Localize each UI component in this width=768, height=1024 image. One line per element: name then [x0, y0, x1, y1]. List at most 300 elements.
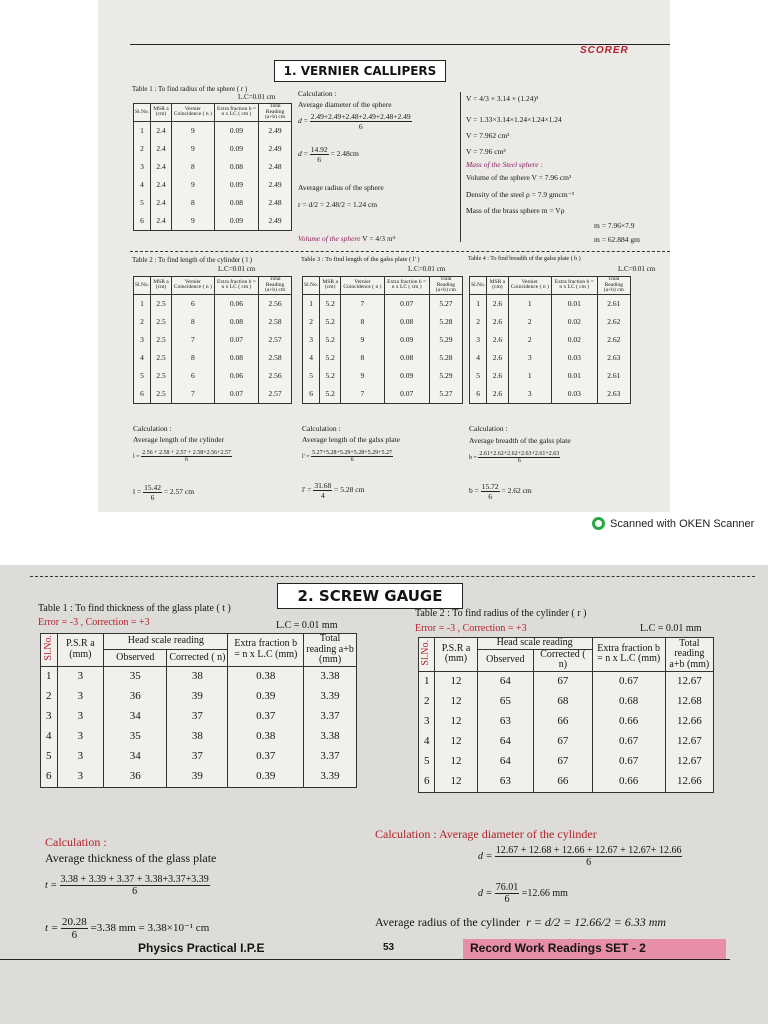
table-cell: 5 — [470, 367, 487, 385]
table-cell: 0.08 — [214, 313, 259, 331]
table-cell: 6 — [134, 212, 151, 231]
footer-right: Record Work Readings SET - 2 — [470, 941, 646, 955]
table-cell: 9 — [341, 367, 384, 385]
table-cell: 2.6 — [487, 385, 508, 404]
table-cell: 6 — [419, 772, 435, 793]
table-cell: 1 — [470, 294, 487, 313]
table-cell: 3 — [57, 666, 104, 687]
table-row — [470, 385, 631, 404]
screw-table1-error: Error = -3 , Correction = +3 — [38, 617, 150, 628]
table-cell: 2.48 — [259, 158, 292, 176]
table-cell: 5.29 — [429, 367, 462, 385]
table-cell: 0.09 — [214, 212, 259, 231]
table-cell: 2.5 — [151, 385, 172, 404]
screw-t2-radius: Average radius of the cylinder r = d/2 = 12.66/2 = 6.33 mm — [375, 915, 667, 929]
table-cell: 8 — [171, 349, 214, 367]
table-row — [134, 385, 292, 404]
table-cell: 2.6 — [487, 349, 508, 367]
table-cell: 38 — [167, 666, 228, 687]
table-cell: 3 — [41, 707, 58, 727]
screw-t1-result: t = $\frac{20.28}{6}$ =3.38 mm = 3.38×10⁻¹ cm — [45, 916, 210, 941]
vernier-page — [98, 0, 670, 512]
table-cell: 5 — [134, 367, 151, 385]
table-cell: 36 — [104, 767, 167, 788]
table-cell: 4 — [41, 727, 58, 747]
radius-expr: r = d/2 = 2.48/2 = 1.24 cm — [298, 200, 378, 209]
table-cell: 6 — [470, 385, 487, 404]
table-cell: 2.56 — [259, 367, 292, 385]
screw-t1-sum: t = $\frac{3.38 + 3.39 + 3.37 + 3.38+3.37+3.39}{6}$ — [45, 874, 209, 897]
table-row — [470, 367, 631, 385]
table-cell: 2.6 — [487, 367, 508, 385]
table-row — [41, 687, 357, 707]
table-cell: 5.28 — [429, 313, 462, 331]
col-vernier: Vernier Coincidence ( n ) — [171, 104, 214, 122]
table-cell: 12.67 — [665, 752, 713, 772]
vernier-table3: Sl.No. MSR a (cm) Vernier Coincidence ( n ) Extra fraction b = n x LC ( cm ) Total Reading (a+b) cm 1 5.2 7 0.07 5.27 2 5.2 8 0.08 5.28 3 5.2 9 0.09 5.29 4 5.2 8 0.08 5.28 5 5.2 9 0.09 5.29 6 5.2 7 0.07 5.27 — [302, 276, 463, 404]
vernier-table2: Sl.No. MSR a (cm) Vernier Coincidence ( n ) Extra fraction b = n x LC ( cm ) Total Reading (a+b) cm 1 2.5 6 0.06 2.56 2 2.5 8 0.08 2.58 3 2.5 7 0.07 2.57 4 2.5 8 0.08 2.58 5 2.5 6 0.06 2.56 6 2.5 7 0.07 2.57 — [133, 276, 292, 404]
col-msr: MSR a (cm) — [151, 104, 172, 122]
table-cell: 12.66 — [665, 712, 713, 732]
table-cell: 1 — [419, 671, 435, 692]
table-cell: 3.38 — [304, 727, 357, 747]
table-cell: 0.39 — [228, 687, 304, 707]
table-cell: 2.4 — [151, 140, 172, 158]
table-cell: 38 — [167, 727, 228, 747]
table-cell: 4 — [134, 349, 151, 367]
col-total: Total Reading (a+b) cm — [259, 104, 292, 122]
table-cell: 0.08 — [384, 349, 429, 367]
table-cell: 2.6 — [487, 313, 508, 331]
table-row — [134, 331, 292, 349]
table-cell: 67 — [534, 752, 593, 772]
table-cell: 2.57 — [259, 385, 292, 404]
table-cell: 9 — [341, 331, 384, 349]
mass-line-1: Volume of the sphere V = 7.96 cm³ — [466, 173, 572, 182]
table-cell: 0.03 — [552, 349, 598, 367]
t3-result: l' = $\frac{31.68}{4}$ = 5.28 cm — [302, 481, 365, 500]
table-cell: 0.67 — [592, 732, 665, 752]
table-cell: 0.08 — [384, 313, 429, 331]
table-cell: 0.66 — [592, 712, 665, 732]
table-cell: 2.4 — [151, 158, 172, 176]
section-title-vernier: 1. VERNIER CALLIPERS — [274, 60, 446, 82]
table-cell: 3.39 — [304, 687, 357, 707]
screw-table2: Sl.No. P.S.R a (mm) Head scale reading Extra fraction b = n x L.C (mm) Total reading a+b (mm) Observed Corrected ( n) 1 12 64 67 0.67 12.67 2 12 65 68 0.68 12.68 3 12 63 66 0.66 12.66 4 12 64 67 0.67 12.67 5 12 64 67 0.67 12.67 6 12 63 66 0.66 12.66 — [418, 637, 714, 793]
page-number: 53 — [383, 942, 395, 953]
table-cell: 0.01 — [552, 294, 598, 313]
table-cell: 2.62 — [597, 331, 630, 349]
table-cell: 2.49 — [259, 212, 292, 231]
table-row — [134, 176, 292, 194]
screw-t1-calc-label: Calculation : — [45, 835, 107, 849]
table-cell: 5.28 — [429, 349, 462, 367]
table-cell: 8 — [171, 158, 214, 176]
table-row — [134, 194, 292, 212]
screw-table2-lc: L.C = 0.01 mm — [640, 623, 702, 634]
screw-table1-caption: Table 1 : To find thickness of the glass plate ( t ) — [38, 603, 231, 614]
vernier-table4-caption: Table 4 : To find breadth of the galss plate ( b ) — [468, 256, 581, 262]
table-row — [303, 313, 463, 331]
table-row — [470, 294, 631, 313]
table-row — [134, 158, 292, 176]
table-cell: 2.58 — [259, 313, 292, 331]
table-cell: 2.49 — [259, 176, 292, 194]
table-cell: 34 — [104, 707, 167, 727]
table-row — [419, 692, 714, 712]
table-cell: 6 — [41, 767, 58, 788]
table-cell: 2.63 — [597, 349, 630, 367]
table-row — [470, 349, 631, 367]
table-cell: 3.39 — [304, 767, 357, 788]
table-cell: 0.09 — [214, 176, 259, 194]
table-cell: 64 — [477, 732, 534, 752]
t4-calc-label: Calculation : — [469, 424, 508, 433]
table-cell: 3 — [508, 385, 552, 404]
table-cell: 2 — [508, 331, 552, 349]
table-cell: 2 — [303, 313, 320, 331]
table-cell: 37 — [167, 747, 228, 767]
table-cell: 3 — [508, 349, 552, 367]
table-row — [41, 666, 357, 687]
table-cell: 3 — [134, 158, 151, 176]
section-title-screw: 2. SCREW GAUGE — [277, 583, 463, 609]
volume-line-2: V = 1.33×3.14×1.24×1.24×1.24 — [466, 115, 562, 124]
table-cell: 8 — [341, 313, 384, 331]
table-row — [134, 313, 292, 331]
table-cell: 8 — [171, 313, 214, 331]
table-cell: 2.61 — [597, 294, 630, 313]
table-cell: 2.5 — [151, 294, 172, 313]
table-cell: 12 — [435, 732, 477, 752]
table-cell: 37 — [167, 707, 228, 727]
table-cell: 0.68 — [592, 692, 665, 712]
table-cell: 3 — [134, 331, 151, 349]
t3-avg-label: Average length of the galss plate — [302, 435, 400, 444]
screw-table1: Sl.No. P.S.R a (mm) Head scale reading Extra fraction b = n x L.C (mm) Total reading a+b (mm) Observed Corrected ( n) 1 3 35 38 0.38 3.38 2 3 36 39 0.39 3.39 3 3 34 37 0.37 3.37 4 3 35 38 0.38 3.38 5 3 34 37 0.37 3.37 6 3 36 39 0.39 3.39 — [40, 633, 357, 788]
table-cell: 4 — [303, 349, 320, 367]
table-cell: 1 — [134, 294, 151, 313]
screw-table1-lc: L.C = 0.01 mm — [276, 620, 338, 631]
top-divider — [30, 576, 755, 577]
t2-calc-label: Calculation : — [133, 424, 172, 433]
table-cell: 66 — [534, 712, 593, 732]
table-cell: 6 — [171, 367, 214, 385]
table-cell: 2 — [508, 313, 552, 331]
mass-line-2: Density of the steel ρ = 7.9 gmcm⁻³ — [466, 190, 574, 199]
table-row — [419, 772, 714, 793]
table-cell: 2.4 — [151, 121, 172, 140]
volume-line-4: V = 7.96 cm³ — [466, 147, 506, 156]
table-cell: 7 — [171, 331, 214, 349]
table-cell: 12.66 — [665, 772, 713, 793]
screw-table2-error: Error = -3 , Correction = +3 — [415, 623, 527, 634]
table-cell: 3 — [57, 687, 104, 707]
t4-avg-label: Average breadth of the galss plate — [469, 436, 571, 445]
table-cell: 5 — [303, 367, 320, 385]
table-cell: 0.09 — [384, 367, 429, 385]
avg-diameter-label: Average diameter of the sphere — [298, 100, 392, 109]
table-cell: 6 — [303, 385, 320, 404]
table-cell: 1 — [508, 294, 552, 313]
table-cell: 35 — [104, 666, 167, 687]
table-row — [303, 349, 463, 367]
t2-sum: l = $\frac{2.56 + 2.58 + 2.57 + 2.58+2.56+2.57}{6}$ — [133, 450, 231, 463]
column-divider — [460, 92, 461, 242]
table-cell: 2 — [134, 140, 151, 158]
table-row — [134, 121, 292, 140]
table-cell: 39 — [167, 687, 228, 707]
volume-line-1: V = 4/3 × 3.14 × (1.24)³ — [466, 94, 539, 103]
table-cell: 0.07 — [214, 385, 259, 404]
footer-rule — [0, 959, 730, 960]
table-cell: 9 — [171, 212, 214, 231]
table-cell: 2 — [41, 687, 58, 707]
table-cell: 68 — [534, 692, 593, 712]
table-cell: 0.67 — [592, 752, 665, 772]
table-cell: 5.2 — [320, 385, 341, 404]
t3-calc-label: Calculation : — [302, 424, 341, 433]
table-row — [303, 367, 463, 385]
table-cell: 2.49 — [259, 121, 292, 140]
table-cell: 5 — [134, 194, 151, 212]
table-cell: 64 — [477, 752, 534, 772]
mass-line-3: Mass of the brass sphere m = Vρ — [466, 206, 565, 215]
screw-t2-sum: d = $\frac{12.67 + 12.68 + 12.66 + 12.67 + 12.67+ 12.66}{6}$ — [478, 845, 682, 868]
table-cell: 67 — [534, 732, 593, 752]
vernier-table1-lc: L.C=0.01 cm — [238, 93, 276, 101]
mass-line-5: m = 62.884 gm — [594, 235, 640, 244]
vernier-table3-caption: Table 3 : To find length of the galss plate ( l' ) — [301, 256, 420, 263]
table-cell: 35 — [104, 727, 167, 747]
table-row — [134, 212, 292, 231]
diameter-result: d = $\frac{14.92}{6}$ = 2.48cm — [298, 145, 359, 164]
table-cell: 0.08 — [214, 194, 259, 212]
table-row — [419, 712, 714, 732]
table-cell: 7 — [171, 385, 214, 404]
vernier-table2-lc: L.C=0.01 cm — [218, 265, 256, 273]
table-row — [303, 385, 463, 404]
table-cell: 0.09 — [214, 121, 259, 140]
table-cell: 12.67 — [665, 732, 713, 752]
table-row — [470, 313, 631, 331]
table-cell: 5 — [41, 747, 58, 767]
table-cell: 12 — [435, 671, 477, 692]
table-cell: 1 — [508, 367, 552, 385]
table-cell: 2.56 — [259, 294, 292, 313]
table-cell: 8 — [171, 194, 214, 212]
table-row — [303, 331, 463, 349]
t4-sum: b = $\frac{2.61+2.62+2.62+2.63+2.61+2.63}{6}$ — [469, 451, 560, 464]
volume-label: Volume of the sphere V = 4/3 πr³ — [298, 234, 396, 243]
table-cell: 2.6 — [487, 331, 508, 349]
table-cell: 1 — [41, 666, 58, 687]
table-cell: 2.62 — [597, 313, 630, 331]
table-row — [419, 732, 714, 752]
table-cell: 5.29 — [429, 331, 462, 349]
table-cell: 9 — [171, 140, 214, 158]
screw-t2-calc-label: Calculation : Average diameter of the cylinder — [375, 827, 597, 841]
table-cell: 2.49 — [259, 140, 292, 158]
table-cell: 39 — [167, 767, 228, 788]
table-cell: 3.38 — [304, 666, 357, 687]
table-cell: 9 — [171, 121, 214, 140]
table-cell: 2.58 — [259, 349, 292, 367]
table-cell: 0.67 — [592, 671, 665, 692]
avg-radius-label: Average radius of the sphere — [298, 183, 384, 192]
table-cell: 2.48 — [259, 194, 292, 212]
table-cell: 12 — [435, 772, 477, 793]
table-cell: 6 — [134, 385, 151, 404]
t3-sum: l' = $\frac{5.27+5.28+5.29+5.28+5.29+5.27}{6}$ — [302, 450, 393, 463]
table-row — [41, 727, 357, 747]
table-row — [41, 767, 357, 788]
t2-avg-label: Average length of the cylinder — [133, 435, 225, 444]
table-cell: 1 — [303, 294, 320, 313]
table-cell: 7 — [341, 385, 384, 404]
vernier-table1-caption: Table 1 : To find radius of the sphere ( r ) — [132, 85, 248, 93]
table-cell: 12 — [435, 712, 477, 732]
scanner-logo-icon — [592, 517, 605, 530]
table-cell: 3.37 — [304, 707, 357, 727]
table-cell: 0.06 — [214, 367, 259, 385]
table-cell: 6 — [171, 294, 214, 313]
vernier-table3-lc: L.C=0.01 cm — [408, 265, 446, 273]
table-row — [134, 349, 292, 367]
table-cell: 0.09 — [214, 140, 259, 158]
vernier-table4: Sl.No. MSR a (cm) Vernier Coincidence ( n ) Extra fraction b = n x LC ( cm ) Total Reading (a+b) cm 1 2.6 1 0.01 2.61 2 2.6 2 0.02 2.62 3 2.6 2 0.02 2.62 4 2.6 3 0.03 2.63 5 2.6 1 0.01 2.61 6 2.6 3 0.03 2.63 — [469, 276, 631, 404]
table-row — [134, 140, 292, 158]
table-cell: 65 — [477, 692, 534, 712]
table-cell: 3 — [470, 331, 487, 349]
table-cell: 2.61 — [597, 367, 630, 385]
table-cell: 2.5 — [151, 313, 172, 331]
table-cell: 0.66 — [592, 772, 665, 793]
col-extra: Extra fraction b = n x LC ( cm ) — [214, 104, 259, 122]
table-cell: 7 — [341, 294, 384, 313]
table-cell: 12.68 — [665, 692, 713, 712]
table-cell: 2.63 — [597, 385, 630, 404]
table-cell: 2.4 — [151, 176, 172, 194]
table-cell: 2.5 — [151, 349, 172, 367]
t2-result: l = $\frac{15.42}{6}$ = 2.57 cm — [133, 483, 195, 502]
table-cell: 0.37 — [228, 747, 304, 767]
table-cell: 0.38 — [228, 666, 304, 687]
vernier-table2-caption: Table 2 : To find length of the cylinder ( l ) — [132, 256, 252, 264]
table-cell: 63 — [477, 772, 534, 793]
diameter-formula: d = $\frac{2.49+2.49+2.48+2.49+2.48+2.49}{6}$ — [298, 112, 411, 131]
table-cell: 0.01 — [552, 367, 598, 385]
table-cell: 5.2 — [320, 294, 341, 313]
table-row — [41, 707, 357, 727]
table-cell: 4 — [419, 732, 435, 752]
calc-label: Calculation : — [298, 89, 337, 98]
table-cell: 5.27 — [429, 294, 462, 313]
table-cell: 2.57 — [259, 331, 292, 349]
table-cell: 2 — [134, 313, 151, 331]
table-cell: 2 — [419, 692, 435, 712]
table-cell: 2 — [470, 313, 487, 331]
table-cell: 2.5 — [151, 331, 172, 349]
screw-gauge-page — [0, 565, 768, 1024]
table-cell: 2.6 — [487, 294, 508, 313]
table-cell: 8 — [341, 349, 384, 367]
table-cell: 3 — [419, 712, 435, 732]
table-cell: 5.2 — [320, 367, 341, 385]
table-cell: 2.4 — [151, 212, 172, 231]
table-cell: 0.07 — [384, 294, 429, 313]
table-cell: 0.02 — [552, 313, 598, 331]
t4-result: b = $\frac{15.72}{6}$ = 2.62 cm — [469, 482, 532, 501]
volume-line-3: V = 7.962 cm³ — [466, 131, 510, 140]
table-row — [134, 367, 292, 385]
mass-label: Mass of the Steel sphere : — [466, 160, 543, 169]
mass-line-4: m = 7.96×7.9 — [594, 221, 635, 230]
table-row — [303, 294, 463, 313]
table-cell: 4 — [470, 349, 487, 367]
table-cell: 5 — [419, 752, 435, 772]
table-cell: 5.2 — [320, 313, 341, 331]
table-cell: 0.09 — [384, 331, 429, 349]
section-divider — [130, 251, 670, 252]
table-cell: 36 — [104, 687, 167, 707]
table-cell: 0.39 — [228, 767, 304, 788]
table-cell: 0.02 — [552, 331, 598, 349]
table-cell: 12 — [435, 752, 477, 772]
table-cell: 64 — [477, 671, 534, 692]
table-cell: 9 — [171, 176, 214, 194]
table-cell: 0.07 — [214, 331, 259, 349]
table-row — [134, 294, 292, 313]
table-cell: 12.67 — [665, 671, 713, 692]
table-cell: 2.4 — [151, 194, 172, 212]
table-cell: 3 — [57, 707, 104, 727]
table-cell: 1 — [134, 121, 151, 140]
footer-left: Physics Practical I.P.E — [138, 941, 265, 955]
table-cell: 34 — [104, 747, 167, 767]
table-cell: 0.08 — [214, 349, 259, 367]
table-cell: 66 — [534, 772, 593, 793]
table-cell: 63 — [477, 712, 534, 732]
table-row — [419, 671, 714, 692]
screw-t1-avg-label: Average thickness of the glass plate — [45, 851, 217, 865]
table-cell: 3 — [57, 727, 104, 747]
table-cell: 0.08 — [214, 158, 259, 176]
table-cell: 12 — [435, 692, 477, 712]
table-cell: 0.03 — [552, 385, 598, 404]
brand-logo: SCORER — [580, 45, 629, 56]
table-cell: 3 — [303, 331, 320, 349]
table-cell: 5.2 — [320, 331, 341, 349]
table-cell: 0.06 — [214, 294, 259, 313]
table-cell: 5.27 — [429, 385, 462, 404]
table-cell: 0.07 — [384, 385, 429, 404]
table-cell: 0.38 — [228, 727, 304, 747]
table-row — [419, 752, 714, 772]
vernier-table1 — [133, 103, 292, 231]
table-cell: 5.2 — [320, 349, 341, 367]
table-row — [41, 747, 357, 767]
col-slno: Sl.No. — [134, 104, 151, 122]
vernier-table4-lc: L.C=0.01 cm — [618, 265, 656, 273]
table-cell: 0.37 — [228, 707, 304, 727]
scanner-label: Scanned with OKEN Scanner — [610, 517, 755, 530]
table-cell: 2.5 — [151, 367, 172, 385]
table-row — [470, 331, 631, 349]
table-cell: 3.37 — [304, 747, 357, 767]
table-cell: 67 — [534, 671, 593, 692]
screw-t2-result: d = $\frac{76.01}{6}$ =12.66 mm — [478, 882, 568, 905]
